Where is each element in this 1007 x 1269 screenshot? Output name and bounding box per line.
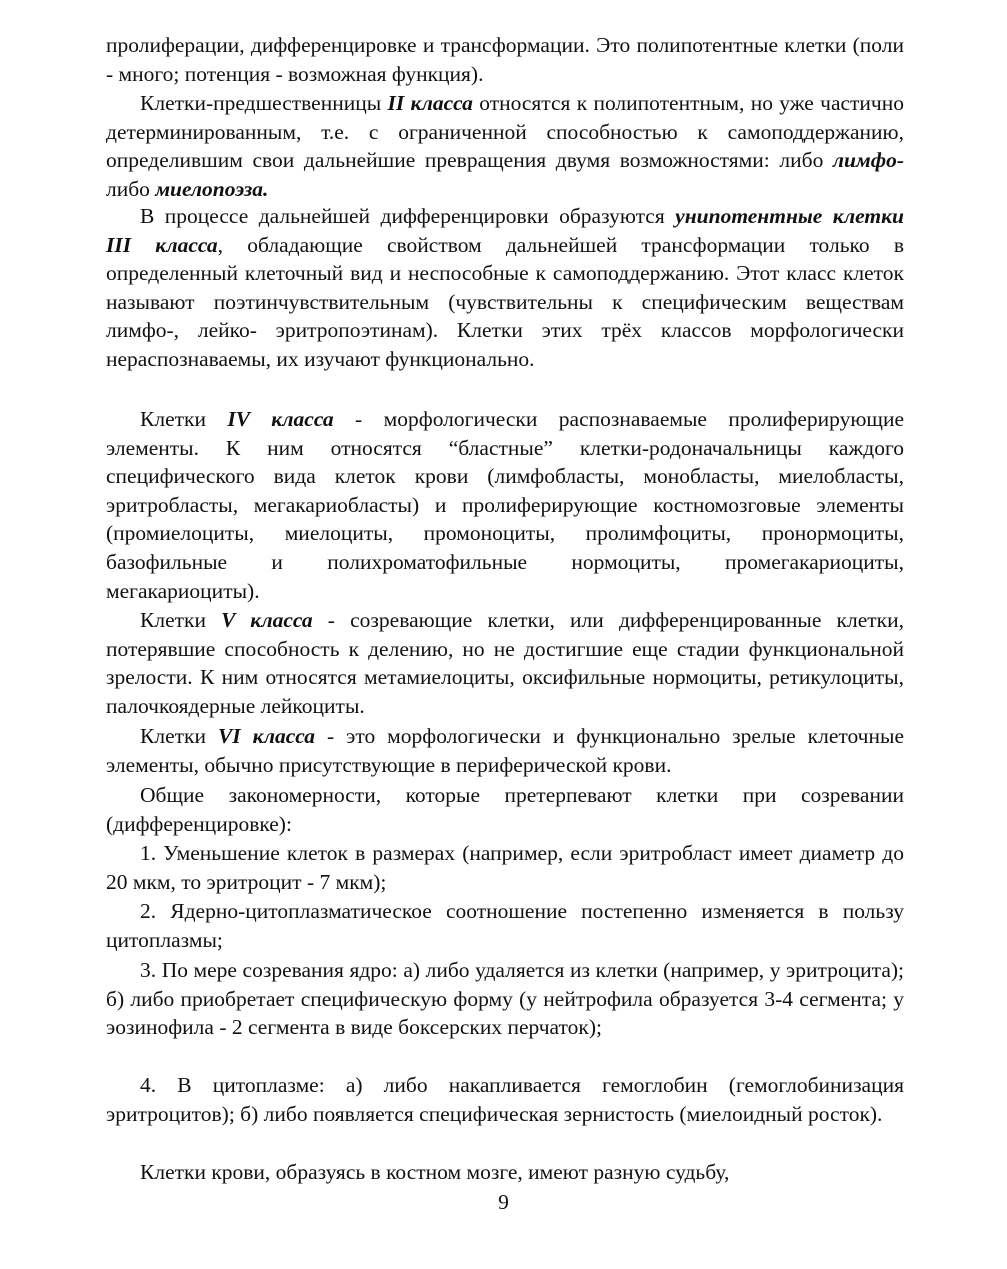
emphasis-lymphopoiesis: лимфо-	[832, 148, 904, 173]
paragraph-text: Клетки-предшественницы	[140, 91, 388, 115]
emphasis-myelopoiesis: миелопоэза.	[155, 176, 269, 201]
paragraph-text: - морфологически распознаваемые пролиферирующие элементы. К ним относятся “бластные” клетки-родоначальницы каждого специфического вида клеток крови (лимфобласты, монобласты, миелобласты, эритробласты, мегакариобласты) и пролиферирующие костномозговые элементы (промиелоциты, миелоциты, промоноциты, пролимфоциты, пронормоциты, базофильные и полихроматофильные нормоциты, промегакариоциты, мегакариоциты).	[106, 407, 904, 603]
paragraph-blood-cells-fate	[106, 1158, 904, 1187]
paragraph-class-ii	[106, 89, 904, 203]
paragraph-text: Общие закономерности, которые претерпевают клетки при созревании (дифференцировке):	[106, 783, 904, 836]
paragraph-text: пролиферации, дифференцировке и трансформации. Это полипотентные клетки (поли - много; потенция - возможная функция).	[106, 33, 904, 86]
paragraph-text: Клетки	[140, 608, 222, 632]
list-item-2	[106, 897, 904, 954]
paragraph-text: 2. Ядерно-цитоплазматическое соотношение постепенно изменяется в пользу цитоплазмы;	[106, 899, 904, 952]
list-item-3	[106, 956, 904, 1042]
list-item-4	[106, 1071, 904, 1128]
paragraph-general-patterns	[106, 781, 904, 838]
emphasis-class-iv: IV класса	[227, 407, 334, 431]
paragraph-text: Клетки	[140, 407, 228, 431]
paragraph-class-v	[106, 606, 904, 720]
paragraph-text: - это морфологически и функционально зрелые клеточные элементы, обычно присутствующие в периферической крови.	[106, 724, 904, 777]
list-item-1	[106, 839, 904, 896]
emphasis-class-ii: II класса	[387, 91, 473, 115]
paragraph-text: либо	[106, 176, 156, 201]
emphasis-class-iii: унипотентные клетки III класса	[106, 204, 904, 257]
paragraph-text: Клетки	[140, 724, 218, 748]
paragraph-text: 3. По мере созревания ядро: а) либо удаляется из клетки (например, у эритроцита); б) либо приобретает специфическую форму (у нейтрофила образуется 3-4 сегмента; у эозинофила - 2 сегмента в виде боксерских перчаток);	[106, 958, 904, 1040]
paragraph-text: 4. В цитоплазме: а) либо накапливается гемоглобин (гемоглобинизация эритроцитов); б) либо появляется специфическая зернистость (миелоидный росток).	[106, 1073, 904, 1126]
paragraph-text: В процессе дальнейшей дифференцировки образуются	[140, 204, 676, 228]
paragraph-intro	[106, 31, 904, 88]
paragraph-text: , обладающие свойством дальнейшей трансформации только в определенный клеточный вид и неспособные к самоподдержанию. Этот класс клеток называют поэтинчувствительным (чувствительны к специфическим веществам лимфо-, лейко- эритропоэтинам). Клетки этих трёх классов морфологически нераспознаваемы, их изучают функционально.	[106, 232, 904, 371]
paragraph-class-iv	[106, 405, 904, 605]
paragraph-text: Клетки крови, образуясь в костном мозге, имеют разную судьбу,	[140, 1160, 730, 1184]
paragraph-text: 1. Уменьшение клеток в размерах (например, если эритробласт имеет диаметр до 20 мкм, то эритроцит - 7 мкм);	[106, 841, 904, 894]
paragraph-text: - созревающие клетки, или дифференцированные клетки, потерявшие способность к делению, но не достигшие еще стадии функциональной зрелости. К ним относятся метамиелоциты, оксифильные нормоциты, ретикулоциты, палочкоядерные лейкоциты.	[106, 608, 904, 718]
paragraph-class-iii	[106, 202, 904, 374]
emphasis-class-v: V класса	[221, 608, 313, 632]
paragraph-text: относятся к полипотентным, но уже частично детерминированным, т.е. с ограниченной способностью к самоподдержанию, определившим свои дальнейшие превращения двумя возможностями: либо	[106, 91, 905, 173]
page-number: 9	[498, 1190, 509, 1214]
paragraph-class-vi	[106, 722, 904, 779]
emphasis-class-vi: VI класса	[217, 724, 316, 748]
